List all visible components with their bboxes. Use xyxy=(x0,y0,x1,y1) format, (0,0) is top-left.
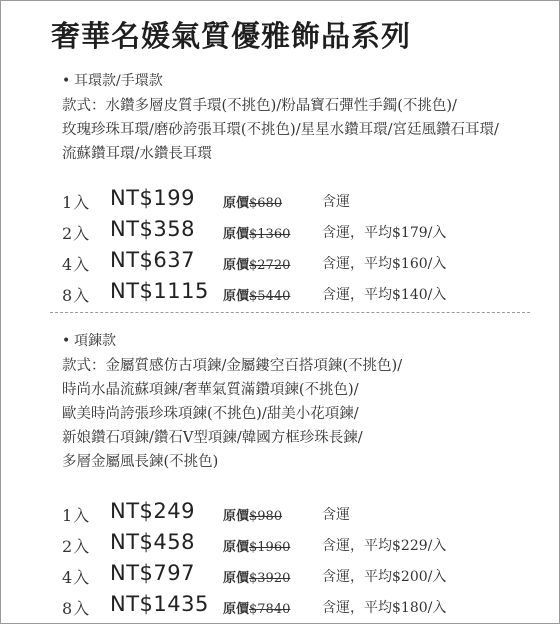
section-description-earrings xyxy=(62,94,542,166)
original-price: 原價$680 xyxy=(223,196,283,211)
description-line: 多層金屬風長鍊(不挑色) xyxy=(62,454,219,470)
sale-price: NT$797 xyxy=(110,561,195,585)
original-price: 原價$3920 xyxy=(223,571,291,586)
quantity-label: 8入 xyxy=(62,599,91,618)
price-note: 含運，平均$200/入 xyxy=(322,569,447,585)
price-note: 含運，平均$160/入 xyxy=(322,256,447,272)
price-row xyxy=(62,499,542,527)
price-note: 含運，平均$140/入 xyxy=(322,287,447,303)
section-description-necklaces xyxy=(62,354,542,474)
price-row xyxy=(62,279,542,307)
price-row xyxy=(62,561,542,589)
description-line: 玫瑰珍珠耳環/磨砂誇張耳環(不挑色)/星星水鑽耳環/宮廷風鑽石耳環/ xyxy=(62,122,499,138)
quantity-label: 2入 xyxy=(62,224,91,243)
description-line: 款式：金屬質感仿古項鍊/金屬鏤空百搭項鍊(不挑色)/ xyxy=(62,358,403,374)
price-row xyxy=(62,248,542,276)
sale-price: NT$358 xyxy=(110,217,195,241)
original-price: 原價$7840 xyxy=(223,602,291,617)
section-heading-necklaces xyxy=(62,330,116,350)
description-line: 歐美時尚誇張珍珠項鍊(不挑色)/甜美小花項鍊/ xyxy=(62,406,359,422)
sale-price: NT$458 xyxy=(110,530,195,554)
price-note: 含運 xyxy=(322,507,350,523)
original-price: 原價$2720 xyxy=(223,258,291,273)
description-line: 流蘇鑽耳環/水鑽長耳環 xyxy=(62,146,212,162)
sale-price: NT$1435 xyxy=(110,592,209,616)
sale-price: NT$1115 xyxy=(110,279,209,303)
sale-price: NT$637 xyxy=(110,248,195,272)
price-row xyxy=(62,592,542,620)
price-note: 含運，平均$179/入 xyxy=(322,225,447,241)
price-note: 含運，平均$180/入 xyxy=(322,600,447,616)
price-row xyxy=(62,217,542,245)
quantity-label: 8入 xyxy=(62,286,91,305)
section-heading-earrings xyxy=(62,70,163,90)
quantity-label: 4入 xyxy=(62,568,91,587)
quantity-label: 1入 xyxy=(62,193,91,212)
section-heading-label: 耳環款/手環款 xyxy=(74,73,163,89)
section-divider xyxy=(50,312,530,313)
description-line: 新娘鑽石項鍊/鑽石V型項鍊/韓國方框珍珠長鍊/ xyxy=(62,430,363,446)
sale-price: NT$249 xyxy=(110,499,195,523)
price-row xyxy=(62,530,542,558)
quantity-label: 1入 xyxy=(62,506,91,525)
price-row xyxy=(62,186,542,214)
sale-price: NT$199 xyxy=(110,186,195,210)
quantity-label: 2入 xyxy=(62,537,91,556)
original-price: 原價$5440 xyxy=(223,289,291,304)
page-title: 奢華名媛氣質優雅飾品系列 xyxy=(51,19,412,53)
original-price: 原價$1360 xyxy=(223,227,291,242)
original-price: 原價$980 xyxy=(223,509,283,524)
quantity-label: 4入 xyxy=(62,255,91,274)
description-line: 款式：水鑽多層皮質手環(不挑色)/粉晶寶石彈性手鐲(不挑色)/ xyxy=(62,98,457,114)
bullet-icon: • xyxy=(62,73,71,89)
price-note: 含運 xyxy=(322,194,350,210)
price-note: 含運，平均$229/入 xyxy=(322,538,447,554)
description-line: 時尚水晶流蘇項鍊/奢華氣質滿鑽項鍊(不挑色)/ xyxy=(62,382,359,398)
bullet-icon: • xyxy=(62,333,71,349)
original-price: 原價$1960 xyxy=(223,540,291,555)
section-heading-label: 項鍊款 xyxy=(74,333,116,349)
